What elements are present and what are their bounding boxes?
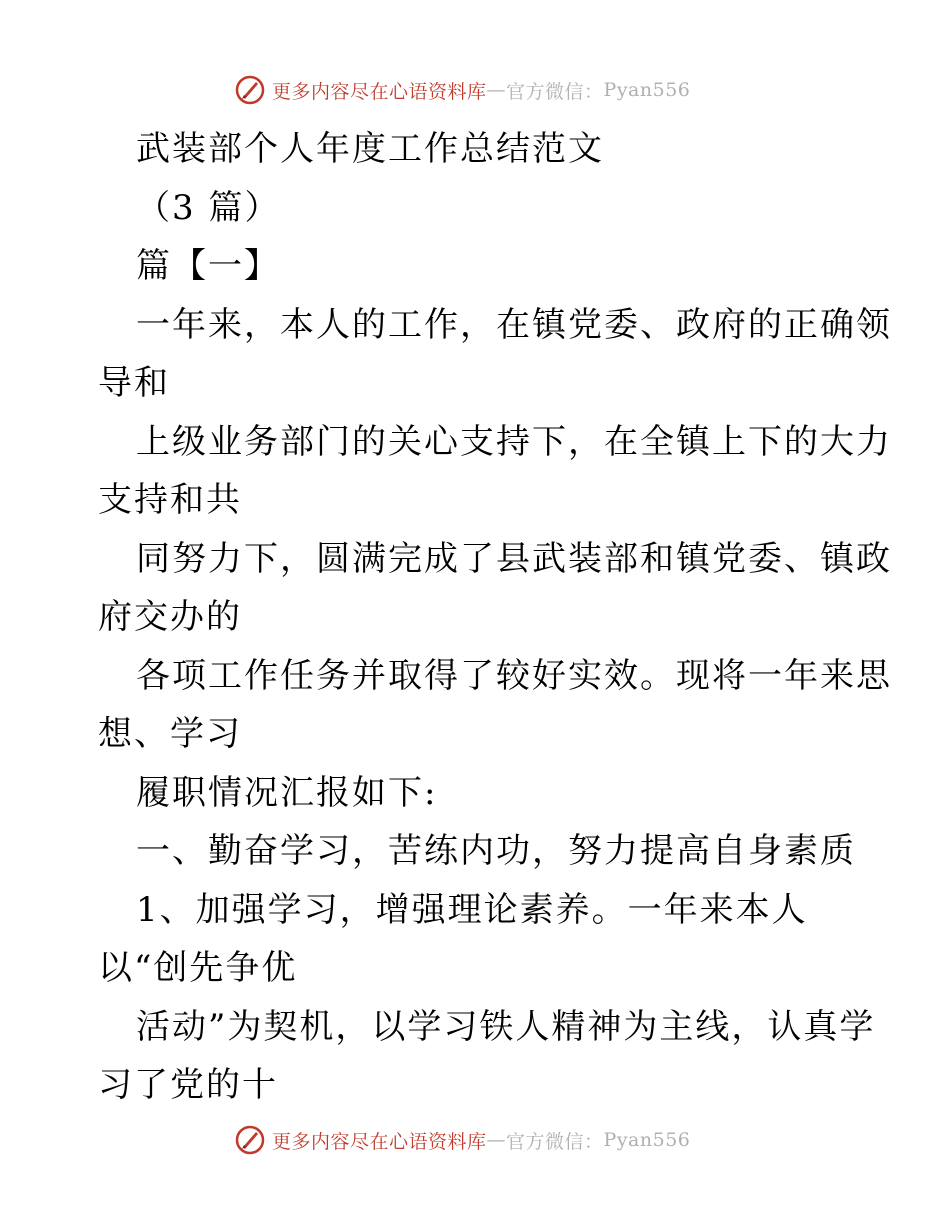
watermark-dash: —	[486, 1129, 507, 1151]
paragraph-line: 上级业务部门的关心支持下，在全镇上下的大力	[136, 421, 892, 462]
paragraph-line: 活动”为契机，以学习铁人精神为主线，认真学	[136, 1006, 876, 1047]
quill-logo-icon	[234, 1124, 266, 1156]
paragraph-line: 同努力下，圆满完成了县武装部和镇党委、镇政	[136, 538, 892, 579]
document-body	[98, 120, 892, 1115]
document-title: 武装部个人年度工作总结范文	[136, 129, 604, 169]
paragraph-line: 履职情况汇报如下:	[136, 772, 438, 813]
watermark-wechat-handle: Pyan556	[603, 79, 691, 101]
watermark-wechat-label: 官方微信：	[506, 1130, 604, 1153]
paragraph-line: 想、学习	[98, 714, 242, 754]
paragraph-line: 导和	[98, 363, 170, 403]
paragraph-line: 各项工作任务并取得了较好实效。现将一年来思	[136, 655, 892, 696]
watermark-wechat-label: 官方微信：	[506, 80, 604, 103]
paragraph-line: 以“创先争优	[98, 948, 298, 988]
watermark-dash: —	[486, 79, 507, 101]
watermark-site-text: 更多内容尽在心语资料库	[272, 1130, 487, 1153]
watermark-header	[234, 72, 714, 108]
paragraph-line: 1、加强学习，增强理论素养。一年来本人	[136, 889, 808, 930]
watermark-site-text: 更多内容尽在心语资料库	[272, 80, 487, 103]
paragraph-line: 习了党的十	[98, 1065, 278, 1105]
paragraph-line: 府交办的	[98, 597, 242, 637]
watermark-wechat-handle: Pyan556	[603, 1129, 691, 1151]
quill-logo-icon	[234, 74, 266, 106]
watermark-footer	[234, 1122, 714, 1158]
subsection-heading: 一、勤奋学习，苦练内功，努力提高自身素质	[136, 831, 856, 871]
paragraph-line: 一年来，本人的工作，在镇党委、政府的正确领	[136, 304, 892, 345]
section-heading: 篇【一】	[136, 246, 280, 286]
document-subtitle: （3 篇）	[136, 187, 281, 228]
paragraph-line: 支持和共	[98, 480, 242, 520]
